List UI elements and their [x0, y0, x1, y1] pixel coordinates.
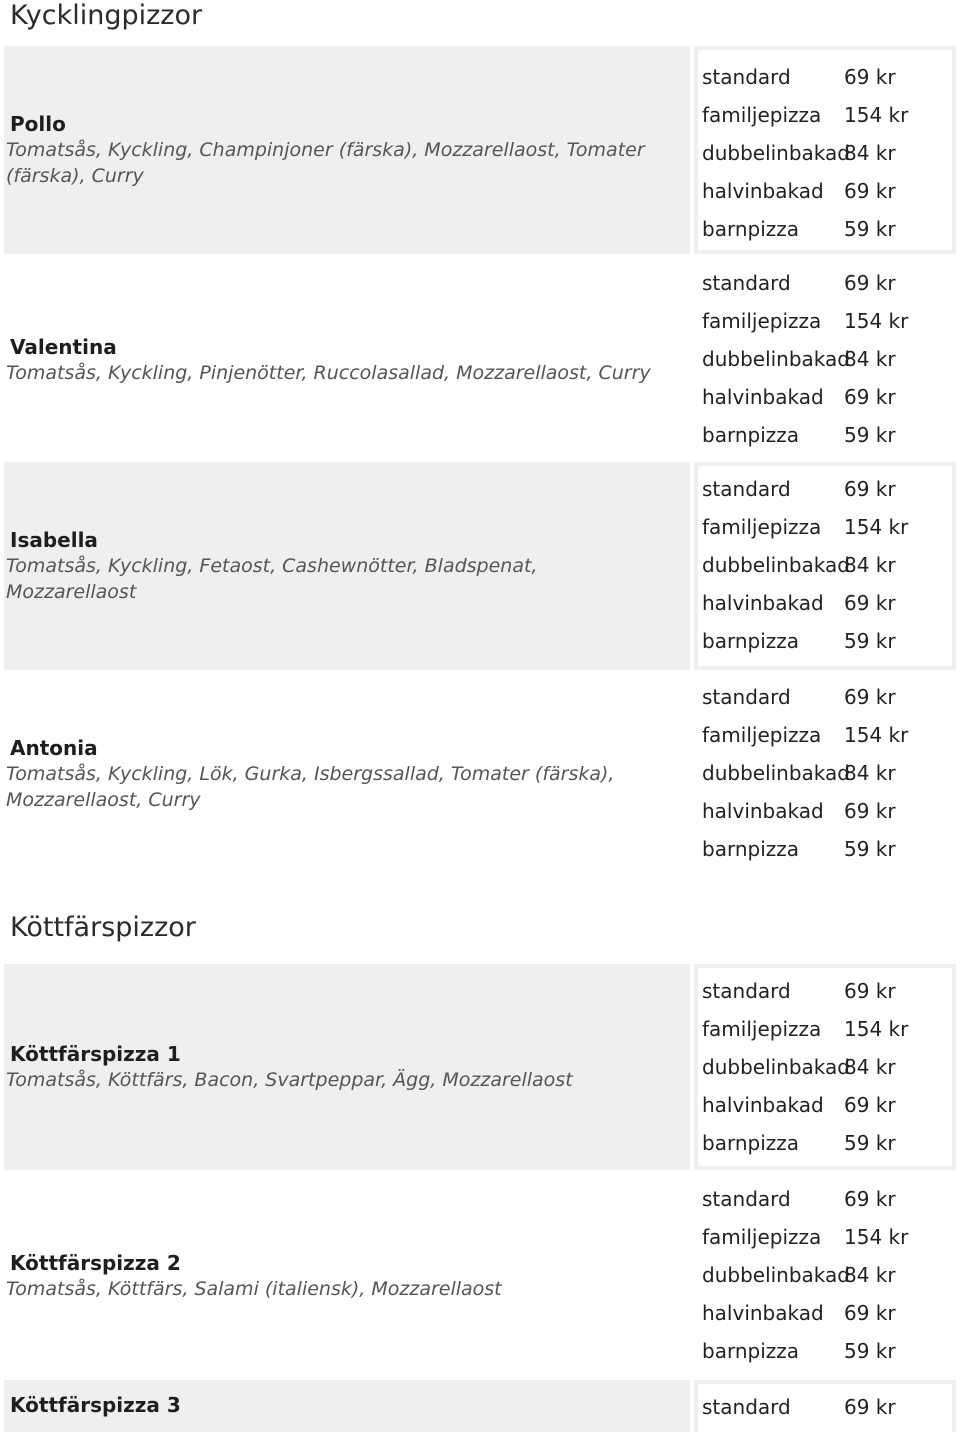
size-label: familjepizza [702, 1225, 822, 1249]
size-label: halvinbakad [702, 1093, 824, 1117]
price-row-standard [694, 972, 952, 1010]
size-label: halvinbakad [702, 799, 824, 823]
size-label: standard [702, 1395, 791, 1419]
size-price: 154 kr [844, 1017, 909, 1041]
pizza-info [4, 264, 690, 456]
size-label: dubbelinbakad [702, 1055, 850, 1079]
size-price: 84 kr [844, 1263, 896, 1287]
size-price: 59 kr [844, 629, 896, 653]
pizza-ingredients: Tomatsås, Köttfärs, Salami (italiensk), Mozzarellaost [6, 1278, 502, 1300]
price-row-familjepizza [694, 1010, 952, 1048]
size-label: familjepizza [702, 515, 822, 539]
price-row-familjepizza [694, 96, 952, 134]
price-row-halvinbakad [694, 1086, 952, 1124]
price-list [694, 678, 956, 870]
pizza-info [4, 1380, 690, 1432]
price-row-standard [694, 678, 956, 716]
pizza-row-pollo [0, 46, 960, 254]
size-label: standard [702, 271, 791, 295]
size-price: 69 kr [844, 477, 896, 501]
pizza-ingredients: Tomatsås, Köttfärs, Bacon, Svartpeppar, Ägg, Mozzarellaost [6, 1069, 573, 1091]
pizza-ingredients: Tomatsås, Kyckling, Pinjenötter, Ruccolasallad, Mozzarellaost, Curry [6, 362, 651, 384]
size-price: 69 kr [844, 271, 896, 295]
size-label: standard [702, 979, 791, 1003]
size-price: 154 kr [844, 1225, 909, 1249]
size-price: 69 kr [844, 591, 896, 615]
size-price: 69 kr [844, 979, 896, 1003]
price-list [694, 964, 956, 1170]
price-row-dubbelinbakad [694, 1048, 952, 1086]
pizza-row-antonia [0, 678, 960, 870]
pizza-info [4, 462, 690, 670]
size-price: 69 kr [844, 65, 896, 89]
size-price: 69 kr [844, 1301, 896, 1325]
size-price: 69 kr [844, 179, 896, 203]
price-row-barnpizza [694, 622, 952, 660]
size-price: 154 kr [844, 515, 909, 539]
pizza-name: Valentina [10, 335, 117, 359]
size-price: 69 kr [844, 1395, 896, 1419]
price-row-standard [694, 1388, 952, 1426]
size-price: 59 kr [844, 1339, 896, 1363]
size-label: barnpizza [702, 217, 800, 241]
pizza-ingredients: Tomatsås, Kyckling, Lök, Gurka, Isbergssallad, Tomater (färska), Mozzarellaost, Curry [6, 763, 615, 811]
size-label: standard [702, 65, 791, 89]
price-row-halvinbakad [694, 378, 956, 416]
size-price: 59 kr [844, 423, 896, 447]
size-price: 84 kr [844, 1055, 896, 1079]
pizza-name: Köttfärspizza 1 [10, 1042, 181, 1066]
price-row-dubbelinbakad [694, 754, 956, 792]
size-label: halvinbakad [702, 591, 824, 615]
size-price: 69 kr [844, 1187, 896, 1211]
pizza-row-kottfarspizza-3 [0, 1380, 960, 1432]
size-label: dubbelinbakad [702, 141, 850, 165]
price-list [694, 46, 956, 254]
price-row-dubbelinbakad [694, 1256, 956, 1294]
size-price: 69 kr [844, 799, 896, 823]
size-label: halvinbakad [702, 1301, 824, 1325]
price-row-familjepizza [694, 1218, 956, 1256]
pizza-info [4, 46, 690, 254]
pizza-name: Antonia [10, 736, 98, 760]
price-row-barnpizza [694, 1332, 956, 1370]
size-price: 84 kr [844, 141, 896, 165]
size-label: familjepizza [702, 723, 822, 747]
size-label: barnpizza [702, 1131, 800, 1155]
size-label: dubbelinbakad [702, 347, 850, 371]
size-price: 84 kr [844, 553, 896, 577]
size-label: dubbelinbakad [702, 1263, 850, 1287]
pizza-info [4, 678, 690, 870]
price-row-standard [694, 58, 952, 96]
price-row-halvinbakad [694, 584, 952, 622]
price-list [694, 1180, 956, 1372]
price-row-familjepizza [694, 508, 952, 546]
size-label: standard [702, 685, 791, 709]
size-label: familjepizza [702, 103, 822, 127]
price-row-standard [694, 1180, 956, 1218]
section-title-kycklingpizzor: Kycklingpizzor [10, 0, 203, 31]
pizza-name: Isabella [10, 528, 98, 552]
price-row-halvinbakad [694, 172, 952, 210]
size-label: halvinbakad [702, 385, 824, 409]
size-price: 154 kr [844, 309, 909, 333]
price-row-familjepizza [694, 302, 956, 340]
price-row-barnpizza [694, 210, 952, 248]
size-price: 59 kr [844, 837, 896, 861]
pizza-row-valentina [0, 264, 960, 456]
price-list [694, 462, 956, 670]
pizza-info [4, 1180, 690, 1372]
pizza-ingredients: Tomatsås, Kyckling, Fetaost, Cashewnötter, Bladspenat, Mozzarellaost [6, 555, 538, 603]
size-label: barnpizza [702, 1339, 800, 1363]
price-row-barnpizza [694, 830, 956, 868]
price-row-barnpizza [694, 416, 956, 454]
pizza-row-kottfarspizza-1 [0, 964, 960, 1170]
price-row-halvinbakad [694, 1294, 956, 1332]
size-label: dubbelinbakad [702, 553, 850, 577]
size-price: 69 kr [844, 1093, 896, 1117]
size-label: barnpizza [702, 837, 800, 861]
size-price: 69 kr [844, 685, 896, 709]
price-list [694, 1380, 956, 1432]
price-list [694, 264, 956, 456]
pizza-name: Köttfärspizza 2 [10, 1251, 181, 1275]
price-row-barnpizza [694, 1124, 952, 1162]
price-row-standard [694, 264, 956, 302]
size-price: 84 kr [844, 347, 896, 371]
size-label: barnpizza [702, 629, 800, 653]
pizza-row-isabella [0, 462, 960, 670]
price-row-dubbelinbakad [694, 340, 956, 378]
size-price: 59 kr [844, 1131, 896, 1155]
price-row-standard [694, 470, 952, 508]
size-price: 154 kr [844, 103, 909, 127]
size-label: standard [702, 477, 791, 501]
size-price: 84 kr [844, 761, 896, 785]
pizza-info [4, 964, 690, 1170]
size-label: dubbelinbakad [702, 761, 850, 785]
pizza-row-kottfarspizza-2 [0, 1180, 960, 1372]
size-label: barnpizza [702, 423, 800, 447]
size-price: 154 kr [844, 723, 909, 747]
size-price: 59 kr [844, 217, 896, 241]
size-label: halvinbakad [702, 179, 824, 203]
size-price: 69 kr [844, 385, 896, 409]
size-label: standard [702, 1187, 791, 1211]
pizza-name: Pollo [10, 112, 66, 136]
size-label: familjepizza [702, 1017, 822, 1041]
pizza-ingredients: Tomatsås, Kyckling, Champinjoner (färska), Mozzarellaost, Tomater (färska), Curry [6, 139, 645, 187]
price-row-halvinbakad [694, 792, 956, 830]
pizza-name: Köttfärspizza 3 [10, 1393, 181, 1417]
price-row-dubbelinbakad [694, 134, 952, 172]
size-label: familjepizza [702, 309, 822, 333]
price-row-dubbelinbakad [694, 546, 952, 584]
section-title-kottfarspizzor: Köttfärspizzor [10, 912, 196, 943]
price-row-familjepizza [694, 716, 956, 754]
